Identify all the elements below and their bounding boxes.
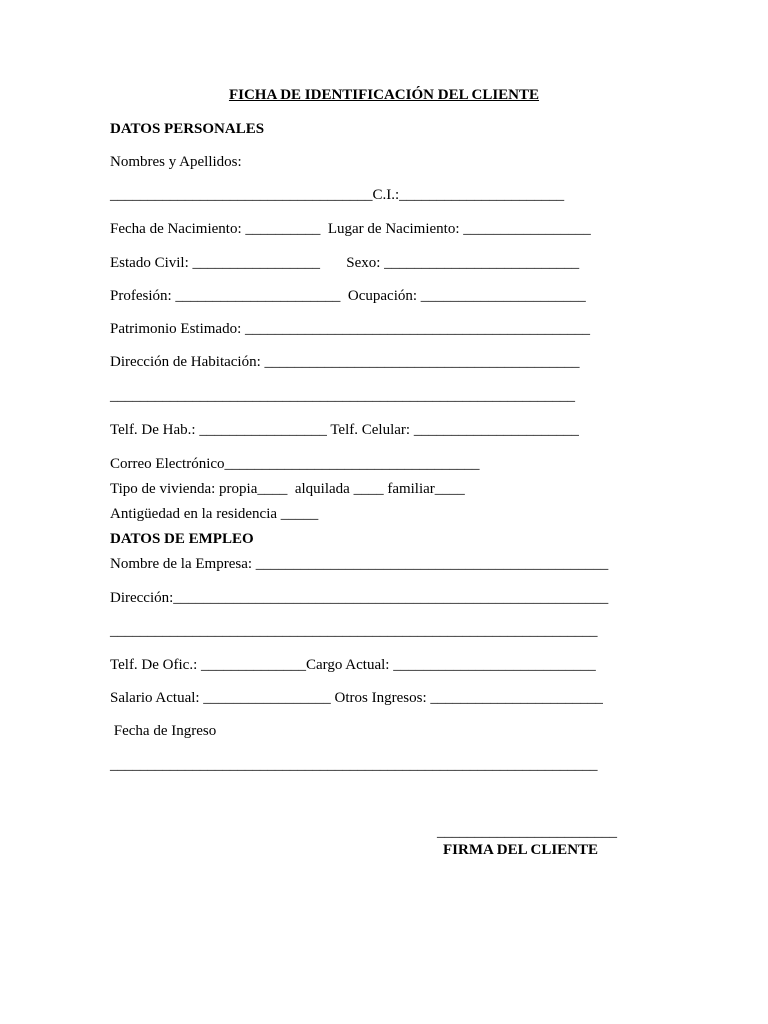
name-ci-field: ___________________________________C.I.:______________________: [110, 187, 565, 203]
birth-fields: Fecha de Nacimiento: __________ Lugar de Nacimiento: _________________: [110, 221, 591, 237]
home-address-continuation: ______________________________________________________________: [110, 388, 575, 404]
residence-seniority-field: Antigüedad en la residencia _____: [110, 506, 319, 522]
name-label: Nombres y Apellidos:: [110, 154, 242, 170]
signature-line: ________________________: [437, 824, 617, 840]
personal-data-heading: DATOS PERSONALES: [110, 121, 265, 137]
company-address-field: Dirección:__________________________________________________________: [110, 590, 609, 606]
start-date-label: Fecha de Ingreso: [110, 723, 217, 739]
salary-income-fields: Salario Actual: _________________ Otros Ingresos: _______________________: [110, 690, 603, 706]
employment-data-heading: DATOS DE EMPLEO: [110, 531, 254, 547]
signature-label: FIRMA DEL CLIENTE: [443, 842, 599, 858]
document-title: FICHA DE IDENTIFICACIÓN DEL CLIENTE: [228, 87, 540, 103]
company-address-continuation: _________________________________________________________________: [110, 623, 598, 639]
office-phone-position-fields: Telf. De Ofic.: ______________Cargo Actual: ___________________________: [110, 657, 596, 673]
home-address-field: Dirección de Habitación: __________________________________________: [110, 354, 580, 370]
profession-occupation-fields: Profesión: ______________________ Ocupación: ______________________: [110, 288, 586, 304]
start-date-line: _________________________________________________________________: [110, 757, 598, 773]
housing-type-field: Tipo de vivienda: propia____ alquilada ____ familiar____: [110, 481, 465, 497]
company-name-field: Nombre de la Empresa: _______________________________________________: [110, 556, 609, 572]
civil-status-sex-fields: Estado Civil: _________________ Sexo: __________________________: [110, 255, 580, 271]
estimated-assets-field: Patrimonio Estimado: ______________________________________________: [110, 321, 590, 337]
phone-fields: Telf. De Hab.: _________________ Telf. Celular: ______________________: [110, 422, 579, 438]
email-field: Correo Electrónico__________________________________: [110, 456, 480, 472]
